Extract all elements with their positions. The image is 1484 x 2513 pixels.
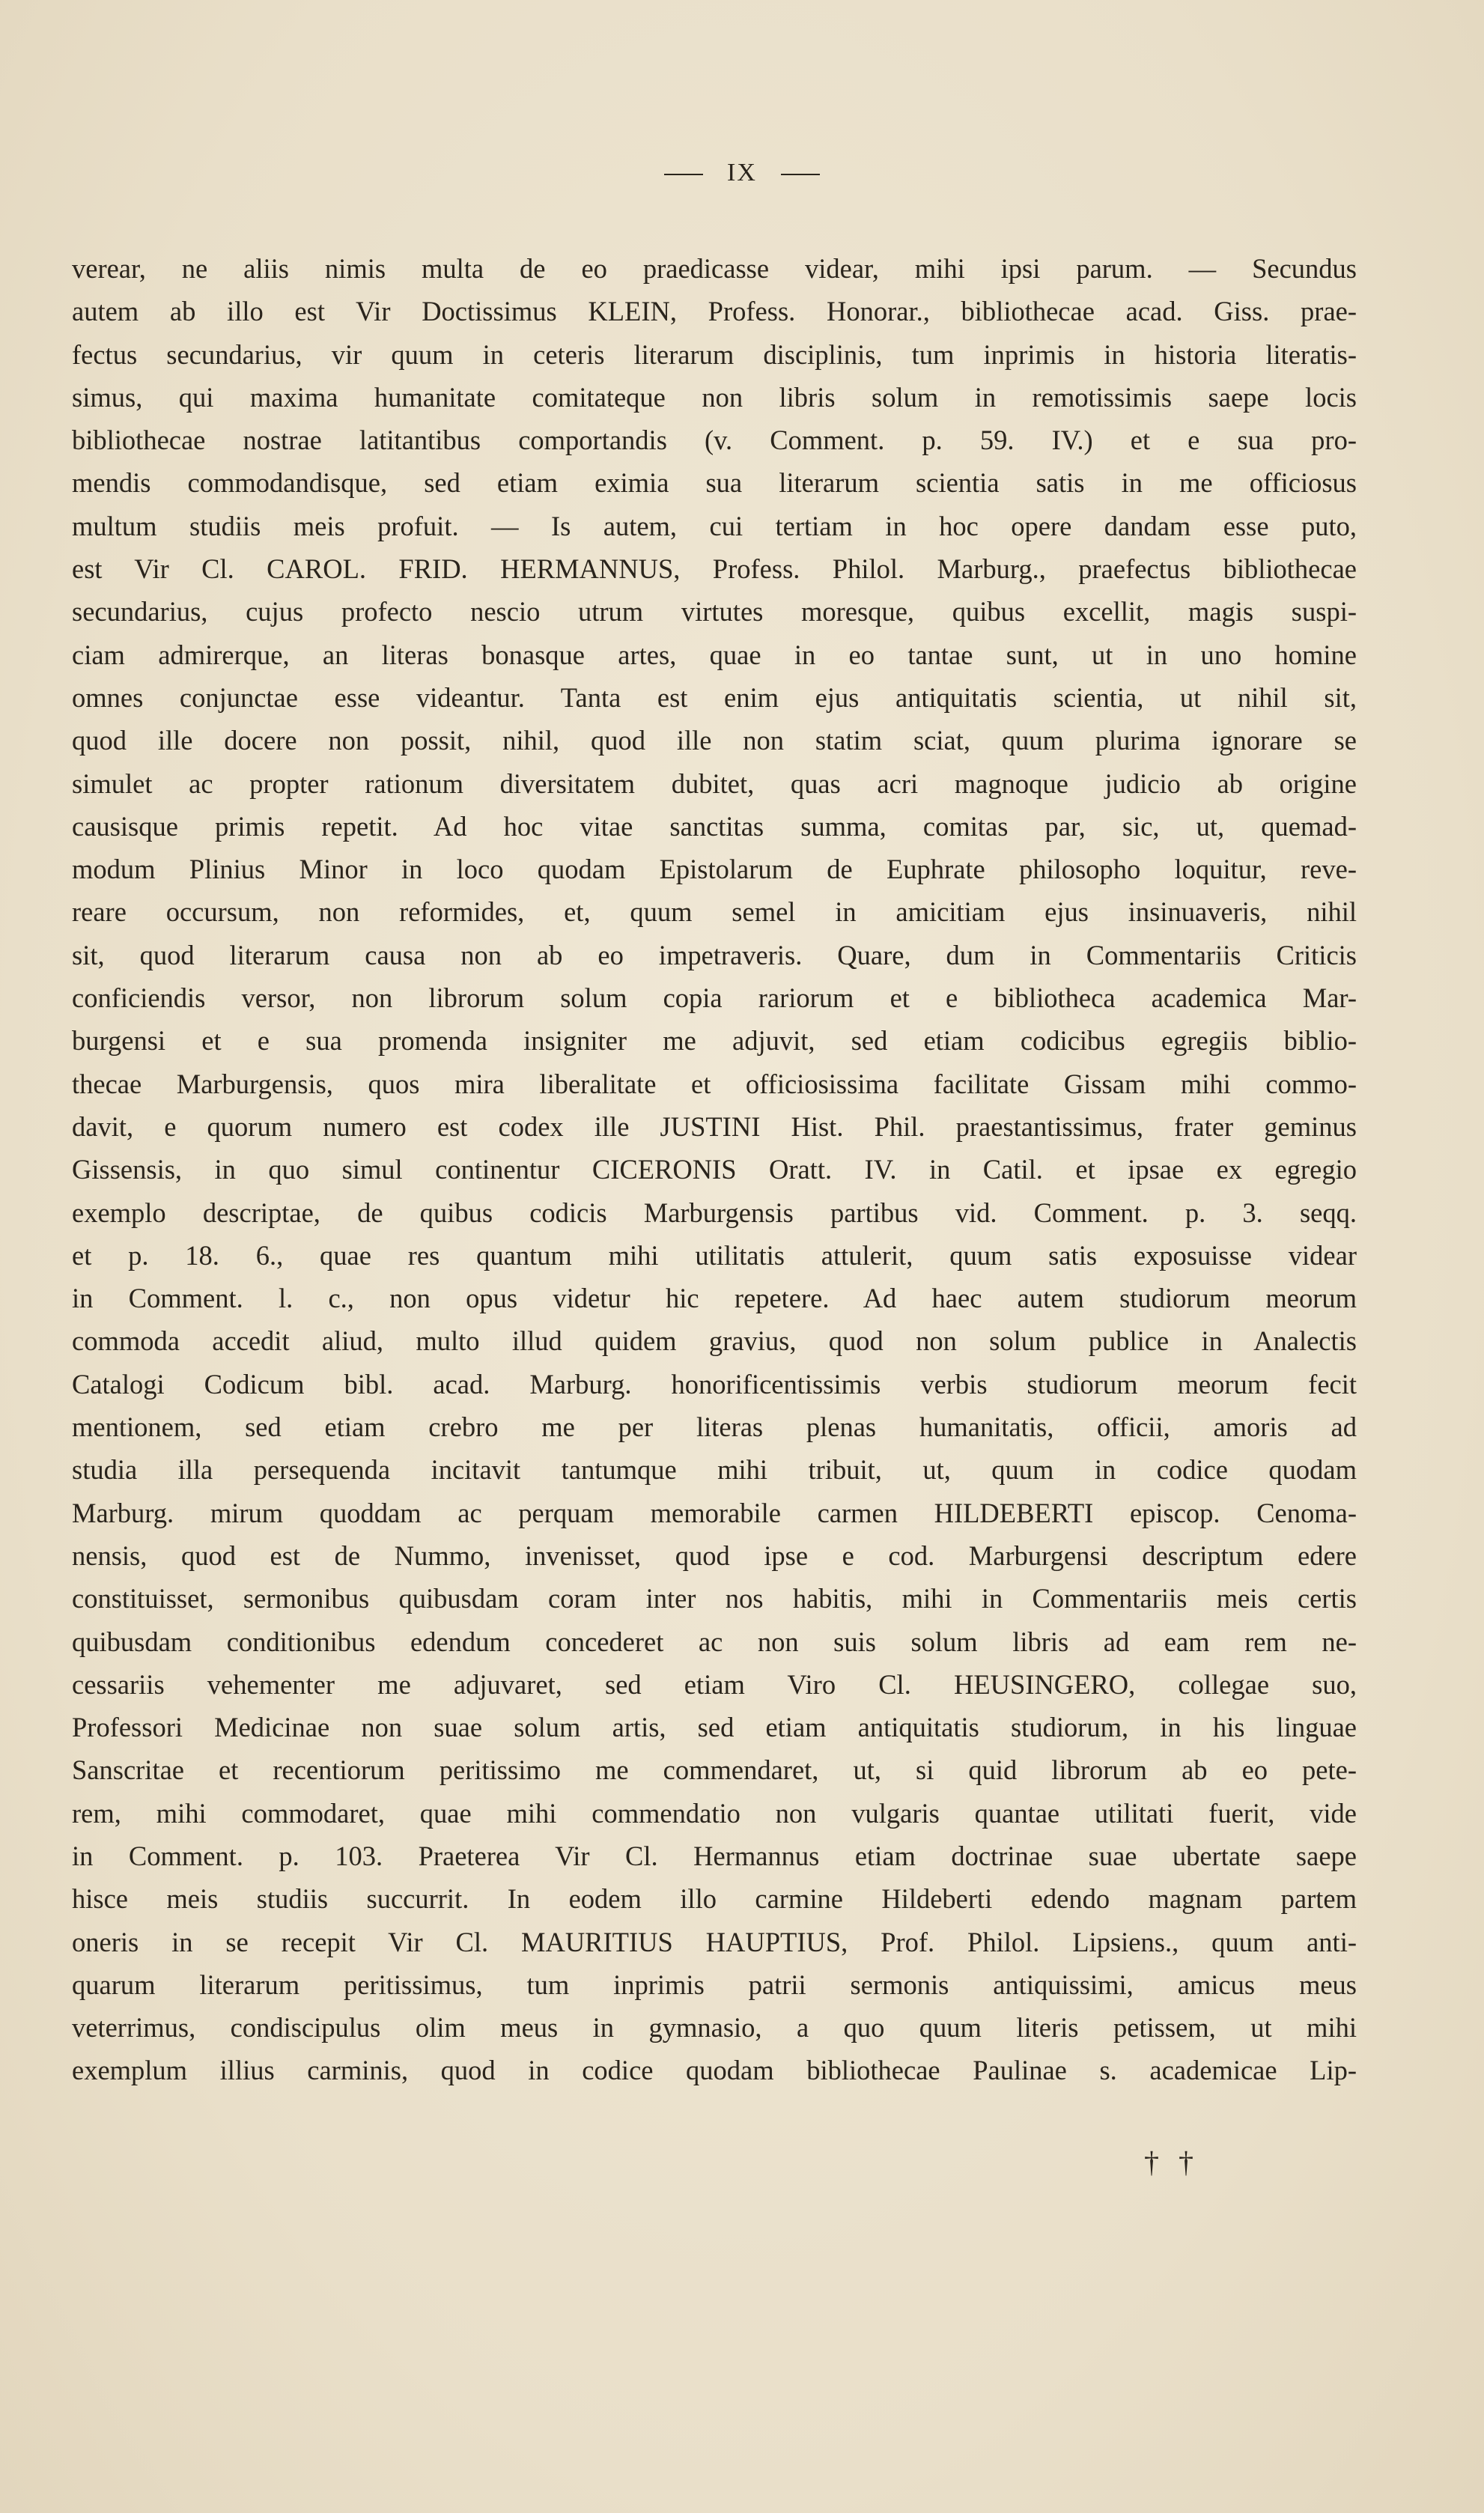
text-line: multum studiis meis profuit. — Is autem, cui tertiam in hoc opere dandam esse puto, bbox=[72, 510, 1357, 541]
text-line: nensis, quod est de Nummo, invenisset, quod ipse e cod. Marburgensi descriptum edere bbox=[72, 1540, 1357, 1571]
text-line: studia illa persequenda incitavit tantumque mihi tribuit, ut, quum in codice quodam bbox=[72, 1454, 1357, 1486]
header-dash-right bbox=[781, 174, 820, 175]
text-line: causisque primis repetit. Ad hoc vitae sanctitas summa, comitas par, sic, ut, quemad- bbox=[72, 810, 1357, 842]
text-line: oneris in se recepit Vir Cl. MAURITIUS HAUPTIUS, Prof. Philol. Lipsiens., quum anti- bbox=[72, 1926, 1357, 1957]
text-line: autem ab illo est Vir Doctissimus KLEIN, Profess. Honorar., bibliothecae acad. Giss. prae- bbox=[72, 296, 1357, 327]
text-line: quarum literarum peritissimus, tum inprimis patrii sermonis antiquissimi, amicus meus bbox=[72, 1969, 1357, 2000]
header-dash-left bbox=[664, 174, 703, 175]
text-line: conficiendis versor, non librorum solum copia rariorum et e bibliotheca academica Mar- bbox=[72, 982, 1357, 1014]
text-line: exemplo descriptae, de quibus codicis Marburgensis partibus vid. Comment. p. 3. seqq. bbox=[72, 1197, 1357, 1228]
text-line: bibliothecae nostrae latitantibus comportandis (v. Comment. p. 59. IV.) et e sua pro- bbox=[72, 425, 1357, 456]
text-line: omnes conjunctae esse videantur. Tanta est enim ejus antiquitatis scientia, ut nihil sit, bbox=[72, 681, 1357, 713]
text-line: thecae Marburgensis, quos mira liberalitate et officiosissima facilitate Gissam mihi commo- bbox=[72, 1068, 1357, 1099]
text-line: simulet ac propter rationum diversitatem dubitet, quas acri magnoque judicio ab origine bbox=[72, 768, 1357, 799]
body-text bbox=[72, 247, 1357, 2092]
text-line: Gissensis, in quo simul continentur CICERONIS Oratt. IV. in Catil. et ipsae ex egregio bbox=[72, 1154, 1357, 1185]
text-line: sit, quod literarum causa non ab eo impetraveris. Quare, dum in Commentariis Criticis bbox=[72, 939, 1357, 970]
page-header bbox=[0, 159, 1484, 187]
text-line: rem, mihi commodaret, quae mihi commendatio non vulgaris quantae utilitati fuerit, vide bbox=[72, 1797, 1357, 1829]
text-line: ciam admirerque, an literas bonasque artes, quae in eo tantae sunt, ut in uno homine bbox=[72, 639, 1357, 670]
text-line: Marburg. mirum quoddam ac perquam memorabile carmen HILDEBERTI episcop. Cenoma- bbox=[72, 1497, 1357, 1528]
text-line: exemplum illius carminis, quod in codice quodam bibliothecae Paulinae s. academicae Lip- bbox=[72, 2055, 1357, 2086]
text-line: mentionem, sed etiam crebro me per literas plenas humanitatis, officii, amoris ad bbox=[72, 1412, 1357, 1443]
text-line: burgensi et e sua promenda insigniter me adjuvit, sed etiam codicibus egregiis biblio- bbox=[72, 1025, 1357, 1057]
text-line: commoda accedit aliud, multo illud quidem gravius, quod non solum publice in Analectis bbox=[72, 1325, 1357, 1357]
text-line: Sanscritae et recentiorum peritissimo me commendaret, ut, si quid librorum ab eo pete- bbox=[72, 1754, 1357, 1786]
text-line: et p. 18. 6., quae res quantum mihi utilitatis attulerit, quum satis exposuisse videar bbox=[72, 1239, 1357, 1271]
text-line: secundarius, cujus profecto nescio utrum virtutes moresque, quibus excellit, magis suspi- bbox=[72, 596, 1357, 628]
text-line: reare occursum, non reformides, et, quum semel in amicitiam ejus insinuaveris, nihil bbox=[72, 896, 1357, 928]
text-line: fectus secundarius, vir quum in ceteris literarum disciplinis, tum inprimis in historia literatis- bbox=[72, 338, 1357, 370]
text-line: davit, e quorum numero est codex ille JUSTINI Hist. Phil. praestantissimus, frater geminus bbox=[72, 1110, 1357, 1142]
text-line: quod ille docere non possit, nihil, quod ille non statim sciat, quum plurima ignorare se bbox=[72, 725, 1357, 756]
page-number: IX bbox=[727, 159, 757, 186]
text-line: modum Plinius Minor in loco quodam Epistolarum de Euphrate philosopho loquitur, reve- bbox=[72, 854, 1357, 885]
text-line: Professori Medicinae non suae solum artis, sed etiam antiquitatis studiorum, in his linguae bbox=[72, 1712, 1357, 1743]
text-line: veterrimus, condiscipulus olim meus in gymnasio, a quo quum literis petissem, ut mihi bbox=[72, 2012, 1357, 2043]
text-line: quibusdam conditionibus edendum concederet ac non suis solum libris ad eam rem ne- bbox=[72, 1626, 1357, 1657]
text-line: est Vir Cl. CAROL. FRID. HERMANNUS, Profess. Philol. Marburg., praefectus bibliothecae bbox=[72, 553, 1357, 585]
text-line: hisce meis studiis succurrit. In eodem illo carmine Hildeberti edendo magnam partem bbox=[72, 1883, 1357, 1915]
text-line: constituisset, sermonibus quibusdam coram inter nos habitis, mihi in Commentariis meis certis bbox=[72, 1583, 1357, 1614]
signature-mark: † † bbox=[1144, 2145, 1199, 2179]
text-line: Catalogi Codicum bibl. acad. Marburg. honorificentissimis verbis studiorum meorum fecit bbox=[72, 1368, 1357, 1400]
text-line: in Comment. l. c., non opus videtur hic repetere. Ad haec autem studiorum meorum bbox=[72, 1283, 1357, 1314]
text-line: mendis commodandisque, sed etiam eximia sua literarum scientia satis in me officiosus bbox=[72, 467, 1357, 499]
text-line: cessariis vehementer me adjuvaret, sed etiam Viro Cl. HEUSINGERO, collegae suo, bbox=[72, 1668, 1357, 1700]
text-line: in Comment. p. 103. Praeterea Vir Cl. Hermannus etiam doctrinae suae ubertate saepe bbox=[72, 1840, 1357, 1871]
text-line: simus, qui maxima humanitate comitateque non libris solum in remotissimis saepe locis bbox=[72, 381, 1357, 413]
text-line: verear, ne aliis nimis multa de eo praedicasse videar, mihi ipsi parum. — Secundus bbox=[72, 253, 1357, 284]
